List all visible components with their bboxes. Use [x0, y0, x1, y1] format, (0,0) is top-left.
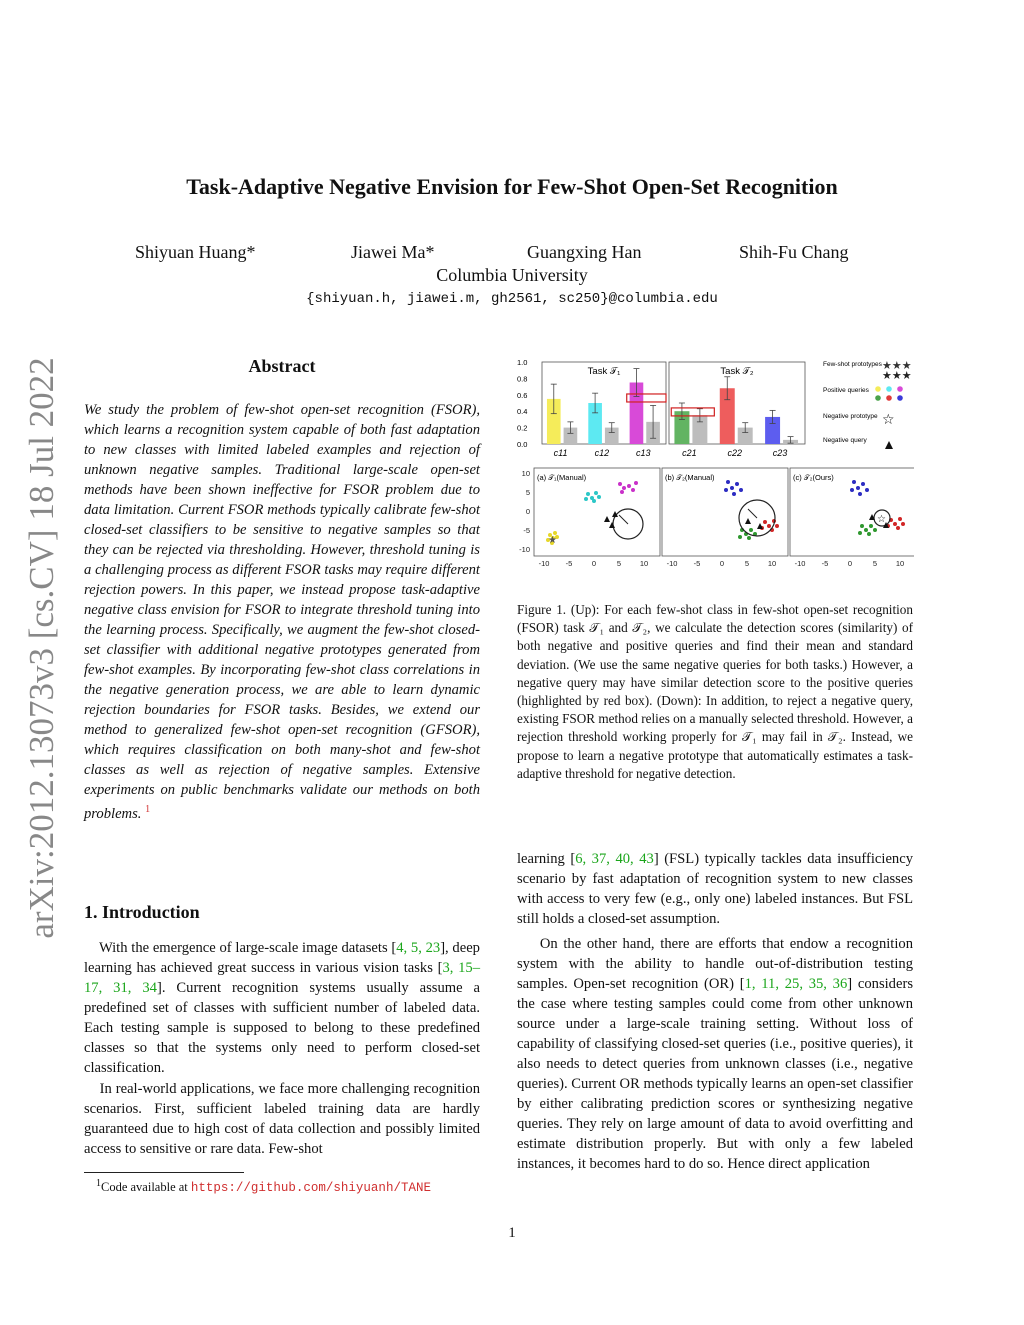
svg-text:★: ★ — [548, 535, 557, 546]
author-2: Jiawei Ma* — [351, 242, 435, 262]
x-tick-label: c12 — [594, 448, 610, 458]
y-tick-label: 0.0 — [517, 440, 528, 449]
x-tick-label: c13 — [636, 448, 651, 458]
legend-positive-label: Positive queries — [823, 387, 869, 394]
negative-prototype-icon: ☆ — [882, 411, 895, 427]
scatter-x-tick: 0 — [719, 559, 725, 568]
author-1: Shiyuan Huang* — [135, 242, 256, 262]
scatter-x-tick: -5 — [693, 559, 701, 568]
bar-chart-task1 — [517, 358, 666, 458]
scatter-x-tick: 10 — [639, 559, 649, 568]
right-paragraph-2: On the other hand, there are efforts that endow a recognition system with the ability to handle out-of-distribution testing samples. Open-set recognition (OR) [1, 11, 25, 35, 36] considers the case where testing samples could come from other unknown source under a large-scale training setting. Without loss of capability of classifying closed-set queries (i.e., positive queries), it also needs to detect queries from unknown classes (i.e., negative queries). Current OR methods typically learns an open-set classifier by either calibrating prediction scores or synthesizing negative queries. They rely on large amount of data to avoid overfitting and estimate distribution properly. But with only a few labeled instances, it becomes hard to do so. Hence direct application — [517, 936, 914, 1172]
scatter-y-tick: 5 — [525, 488, 530, 497]
scatter-y-tick: -5 — [523, 526, 530, 535]
scatter-y-tick: 0 — [525, 507, 530, 516]
positive-query-dot — [897, 386, 903, 392]
abstract-body — [84, 400, 480, 824]
author-emails: {shiyuan.h, jiawei.m, gh2561, sc250}@columbia.edu — [306, 291, 718, 307]
scatter-x-tick: 0 — [591, 559, 597, 568]
abstract-heading: Abstract — [248, 356, 316, 376]
right-paragraph-1: learning [6, 37, 40, 43] (FSL) typically tackles data insufficiency scenario by fast adaptation of recognition system to new classes with access to very few (e.g., only one) labeled instances. But FSL still holds a closed-set assumption. — [517, 851, 913, 927]
scatter-panel-b — [662, 468, 788, 556]
section-heading-introduction: 1. Introduction — [84, 902, 200, 922]
y-tick-label: 0.8 — [517, 374, 528, 384]
positive-query-dot — [875, 386, 881, 392]
legend-neg-query-label: Negative query — [823, 437, 867, 444]
citation-link[interactable]: 4, 5, 23 — [396, 940, 441, 956]
negative-query-icon — [885, 441, 893, 449]
figure-caption: Figure 1. (Up): For each few-shot class in few-shot open-set recognition (FSOR) task 𝒯₁ and 𝒯₂, we calculate the detection scores (similarity) of both negative and positive queries and find their mean and standard deviation. (We use the same negative queries for both tasks.) However, a negative query may have similar detection score to the positive queries (highlighted by red box). (Down): In addition, to reject a negative query, existing FSOR method relies on a manually selected threshold. However, a rejection threshold working properly for 𝒯₁ may fail in 𝒯₂. Instead, we propose to learn a negative prototype that automatically estimates a task-adaptive threshold for negative detection. — [517, 602, 913, 781]
scatter-x-tick: -5 — [565, 559, 573, 568]
positive-query-dot — [886, 386, 892, 392]
scatter-panel-c — [790, 468, 914, 556]
scatter-x-tick: -10 — [794, 559, 806, 568]
scatter-panel-a — [534, 468, 660, 556]
code-url-link[interactable]: https://github.com/shiyuanh/TANE — [190, 1181, 431, 1196]
scatter-x-tick: 5 — [616, 559, 622, 568]
footnote-ref[interactable]: 1 — [145, 804, 151, 815]
positive-query-dot — [897, 395, 903, 401]
x-tick-label: c21 — [682, 448, 697, 458]
legend-neg-proto-label: Negative prototype — [823, 413, 878, 420]
scatter-x-tick: 0 — [847, 559, 853, 568]
y-tick-label: 0.2 — [517, 423, 528, 433]
positive-query-dot — [875, 395, 881, 401]
y-tick-label: 1.0 — [517, 358, 528, 367]
arxiv-sidebar — [20, 356, 64, 939]
scatter-y-tick: -10 — [519, 545, 530, 554]
scatter-x-tick: 5 — [872, 559, 878, 568]
citation-link[interactable]: 1, 11, 25, 35, 36 — [744, 976, 848, 992]
affiliation: Columbia University — [436, 265, 588, 285]
figure-legend — [823, 360, 912, 449]
y-tick-label: 0.6 — [517, 390, 528, 400]
citation-link[interactable]: 6, 37, 40, 43 — [575, 851, 654, 867]
author-4: Shih-Fu Chang — [739, 242, 849, 262]
footnote-divider — [84, 1172, 244, 1173]
footnote: $^1$Code available at https://github.com/shiyuanh/TANE — [96, 1178, 431, 1196]
few-shot-star-icons: ★★★ — [882, 370, 912, 382]
svg-text:☆: ☆ — [877, 514, 886, 525]
arxiv-id: arXiv:2012.13073v3 [cs.CV] 18 Jul 2022 — [22, 356, 61, 939]
scatter-x-tick: 10 — [895, 559, 905, 568]
figure-1 — [512, 352, 914, 572]
citation-link[interactable]: 3, 15–17, 31, 34 — [84, 960, 480, 996]
abstract-text: We study the problem of few-shot open-set recognition (FSOR), which learns a recognition system capable of both fast adaptation to new classes with limited labeled examples and rejection of unknown negative samples. Traditional large-scale open-set methods have been shown ineffective for FSOR problem due to data limitation. Current FSOR methods typically calibrate few-shot closed-set classifiers to be sensitive to negative samples so that they can be rejected via thresholding. However, threshold tuning is a challenging process as different FSOR tasks may require different rejection powers. In this paper, we instead propose task-adaptive negative class envision for FSOR to integrate threshold tuning into the learning process. Specifically, we augment the few-shot closed-set classifier with additional negative prototypes generated from few-shot examples. By incorporating few-shot class correlations in the negative generation process, we are able to learn dynamic rejection boundaries for FSOR tasks. Besides, we extend our method to generalized few-shot open-set recognition (GFSOR), which requires classification on both many-shot and few-shot classes as well as rejection of negative samples. Extensive experiments on public benchmarks validate our methods on both problems. — [84, 402, 480, 822]
few-shot-star-icons: ★★★ — [882, 360, 912, 372]
scatter-x-tick: 10 — [767, 559, 777, 568]
x-tick-label: c22 — [727, 448, 742, 458]
page-number: 1 — [508, 1225, 516, 1241]
scatter-x-tick: 5 — [744, 559, 750, 568]
scatter-y-tick: 10 — [521, 469, 530, 478]
legend-few-shot-label: Few-shot prototypes — [823, 361, 882, 368]
chart-title: Task 𝒯₁ — [587, 366, 621, 377]
chart-title: Task 𝒯₂ — [720, 366, 754, 377]
author-3: Guangxing Han — [527, 242, 642, 262]
scatter-x-tick: -10 — [666, 559, 678, 568]
bar-chart-task2 — [669, 362, 805, 458]
paper-title: Task-Adaptive Negative Envision for Few-Shot Open-Set Recognition — [186, 174, 838, 199]
y-tick-label: 0.4 — [517, 407, 528, 417]
svg-text:(c) 𝒯₂(Ours): (c) 𝒯₂(Ours) — [793, 473, 834, 482]
scatter-x-tick: -5 — [821, 559, 829, 568]
svg-text:(b) 𝒯₂(Manual): (b) 𝒯₂(Manual) — [665, 473, 715, 482]
svg-text:(a) 𝒯₁(Manual): (a) 𝒯₁(Manual) — [537, 473, 587, 482]
intro-paragraph-1: With the emergence of large-scale image datasets [4, 5, 23], deep learning has achieved great success in various vision tasks [3, 15–17, 31, 34]. Current recognition systems usually assume a predefined set of classes with sufficient number of labeled data. Each testing sample is supposed to belong to these predefined classes so that the systems only need to perform closed-set classification. — [84, 940, 480, 1076]
positive-query-dot — [886, 395, 892, 401]
intro-paragraph-2: In real-world applications, we face more challenging recognition scenarios. First, sufficient labeled training data are hardly guaranteed due to high cost of data collection and possibly limited access to sensitive or rare data. Few-shot — [84, 1081, 480, 1157]
scatter-x-tick: -10 — [538, 559, 550, 568]
x-tick-label: c11 — [553, 448, 568, 458]
x-tick-label: c23 — [772, 448, 788, 458]
